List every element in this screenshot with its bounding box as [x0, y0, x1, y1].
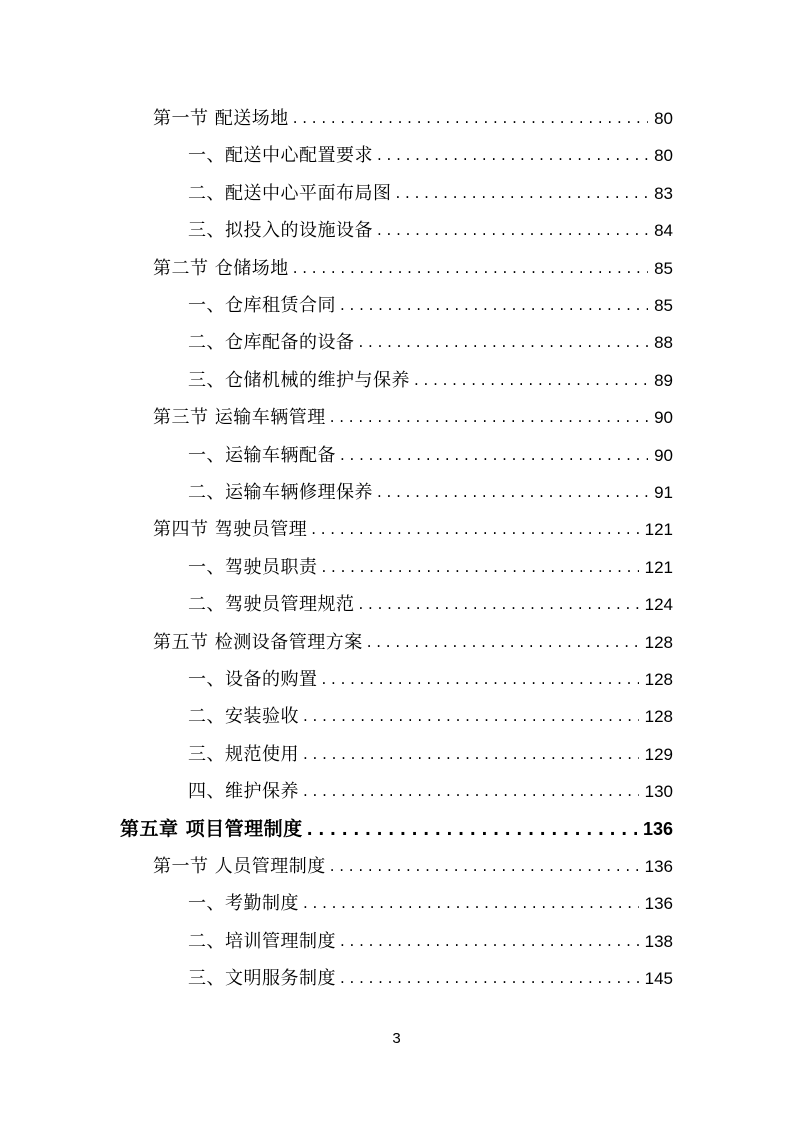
- toc-entry-title: 三、规范使用: [188, 743, 299, 765]
- toc-entry-title: 第四节 驾驶员管理: [153, 519, 308, 541]
- toc-entry: [153, 624, 673, 661]
- toc-entry-page: 136: [644, 857, 673, 876]
- toc-entry-title: 一、考勤制度: [188, 893, 299, 915]
- toc-entry: [188, 661, 673, 698]
- toc-entry: [188, 885, 673, 922]
- toc-entry-page: 128: [644, 632, 673, 652]
- toc-entry: [188, 586, 673, 623]
- toc-dot-leader: [318, 661, 639, 698]
- toc-entry: [120, 811, 673, 848]
- toc-entry-title: 一、驾驶员职责: [188, 556, 318, 578]
- toc-entry: [188, 736, 673, 773]
- toc-dot-leader: [336, 923, 639, 960]
- toc-dot-leader: [289, 100, 648, 137]
- toc-entry-title: 二、配送中心平面布局图: [188, 182, 392, 204]
- toc-dot-leader: [299, 773, 639, 810]
- toc-dot-leader: [363, 624, 639, 661]
- toc-entry-title: 一、运输车辆配备: [188, 444, 336, 466]
- toc-entry: [188, 549, 673, 586]
- toc-entry-page: 85: [654, 258, 673, 278]
- toc-entry: [188, 923, 673, 960]
- toc-entry: [188, 287, 673, 324]
- toc-entry-title: 第五节 检测设备管理方案: [153, 631, 363, 653]
- toc-entry-page: 136: [644, 894, 673, 914]
- toc-entry-page: 80: [654, 146, 673, 166]
- toc-entry-page: 84: [654, 221, 673, 241]
- toc-entry-page: 128: [644, 707, 673, 727]
- toc-entry: [188, 324, 673, 361]
- toc-dot-leader: [392, 175, 649, 212]
- toc-entry-page: 85: [654, 296, 673, 315]
- toc-entry-title: 一、设备的购置: [188, 669, 318, 690]
- toc-entry: [153, 511, 673, 548]
- toc-entry-page: 91: [654, 483, 673, 502]
- toc-entry: [188, 474, 673, 511]
- toc-dot-leader: [299, 736, 639, 773]
- toc-entry-title: 二、培训管理制度: [188, 930, 336, 952]
- toc-entry: [188, 362, 673, 399]
- toc-dot-leader: [336, 287, 648, 324]
- toc-entry-page: 130: [644, 782, 673, 802]
- toc-entry-page: 136: [642, 818, 673, 839]
- toc-entry-title: 第一节 人员管理制度: [153, 856, 326, 877]
- toc-dot-leader: [373, 212, 648, 249]
- toc-dot-leader: [373, 137, 648, 174]
- toc-entry: [188, 773, 673, 810]
- toc-entry: [188, 960, 673, 997]
- toc-entry-page: 145: [644, 969, 673, 989]
- toc-dot-leader: [373, 474, 648, 511]
- toc-dot-leader: [326, 848, 639, 885]
- toc-entry: [188, 175, 673, 212]
- toc-dot-leader: [336, 437, 648, 474]
- toc-dot-leader: [355, 324, 649, 361]
- toc-entry: [188, 698, 673, 735]
- toc-dot-leader: [410, 362, 648, 399]
- toc-entry-page: 83: [654, 183, 673, 203]
- toc-entry: [153, 100, 673, 137]
- toc-entry: [153, 848, 673, 885]
- toc-entry-title: 第一节 配送场地: [153, 108, 289, 129]
- toc-entry-page: 89: [654, 370, 673, 390]
- toc-entry: [188, 137, 673, 174]
- toc-entry-title: 第三节 运输车辆管理: [153, 407, 326, 429]
- toc-entry-page: 90: [654, 408, 673, 428]
- toc-dot-leader: [336, 960, 639, 997]
- toc-entry-title: 三、仓储机械的维护与保养: [188, 369, 410, 391]
- toc-entry-title: 一、仓库租赁合同: [188, 295, 336, 316]
- toc-entry-title: 三、拟投入的设施设备: [188, 220, 373, 242]
- toc-dot-leader: [307, 511, 638, 548]
- toc-entry-title: 四、维护保养: [188, 781, 299, 803]
- toc-entry-title: 二、驾驶员管理规范: [188, 594, 355, 616]
- toc-entry-title: 第五章 项目管理制度: [120, 817, 303, 840]
- toc-entry-title: 第二节 仓储场地: [153, 257, 289, 279]
- toc-entry-page: 129: [644, 744, 673, 764]
- toc-dot-leader: [303, 811, 637, 848]
- toc-entry-title: 二、运输车辆修理保养: [188, 482, 373, 503]
- toc-entry-page: 138: [644, 931, 673, 951]
- toc-dot-leader: [299, 698, 639, 735]
- toc-entry-page: 121: [644, 557, 673, 577]
- toc-dot-leader: [289, 250, 648, 287]
- toc-entry: [153, 250, 673, 287]
- toc-entry-page: 128: [644, 670, 673, 689]
- toc-entry-title: 二、仓库配备的设备: [188, 332, 355, 354]
- toc-entry: [188, 437, 673, 474]
- toc-entry-page: 124: [644, 595, 673, 615]
- toc-entry-page: 121: [644, 520, 673, 540]
- toc-entry-page: 90: [654, 445, 673, 465]
- toc-entry-page: 88: [654, 333, 673, 353]
- toc-entry-title: 三、文明服务制度: [188, 968, 336, 990]
- toc-dot-leader: [355, 586, 639, 623]
- toc-entry-title: 二、安装验收: [188, 706, 299, 728]
- toc-dot-leader: [299, 885, 639, 922]
- toc-dot-leader: [326, 399, 648, 436]
- toc-entry: [153, 399, 673, 436]
- toc-dot-leader: [318, 549, 639, 586]
- page-number: 3: [392, 1030, 401, 1047]
- toc-entry: [188, 212, 673, 249]
- toc-entry-page: 80: [654, 109, 673, 128]
- toc-entry-title: 一、配送中心配置要求: [188, 145, 373, 167]
